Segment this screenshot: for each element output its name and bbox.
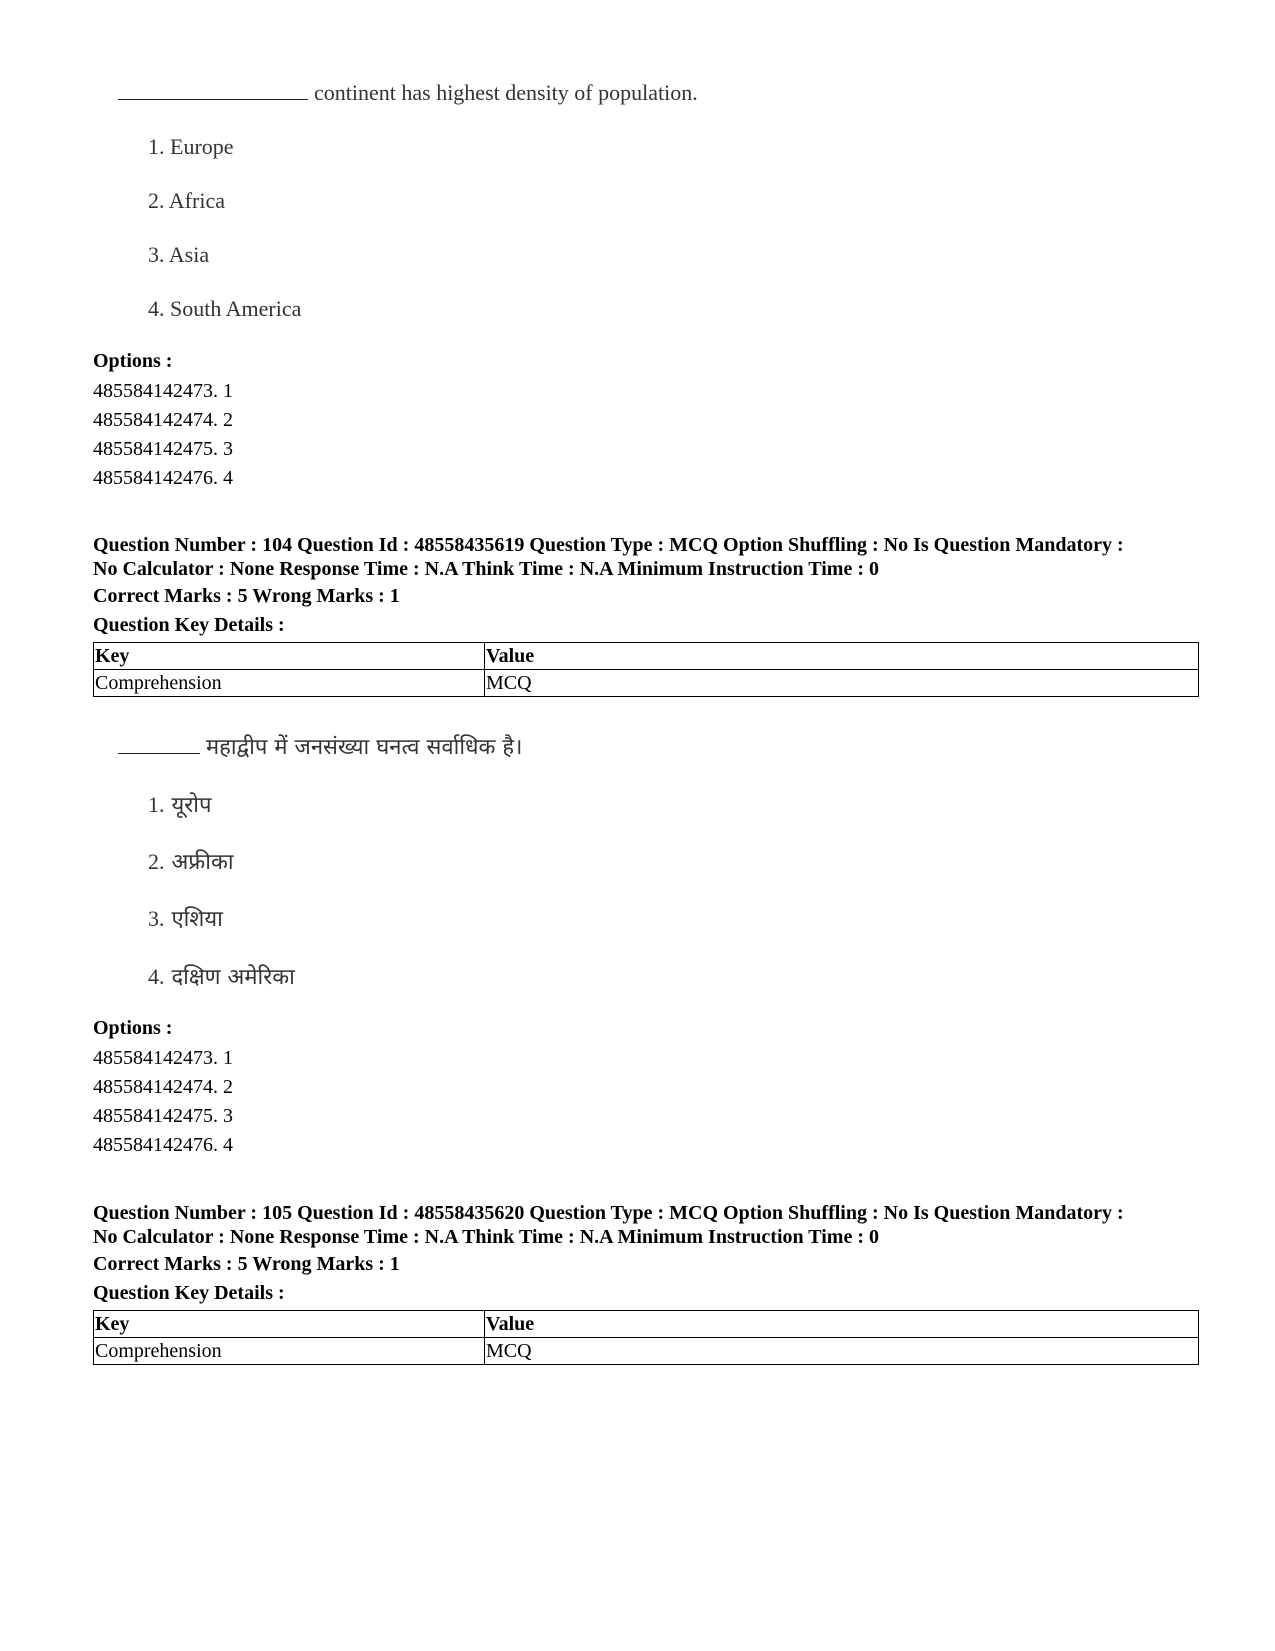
question-option-4: 4. South America [148, 296, 302, 321]
answer-blank [118, 752, 200, 754]
option-id-item: 485584142475. 3 [93, 438, 233, 460]
question-104-meta [93, 533, 1203, 581]
question-meta-line-1: Question Number : 105 Question Id : 48558435620 Question Type : MCQ Option Shuffling : No Is Question Mandatory : [93, 1202, 1124, 1224]
question-option-2: 2. Africa [148, 188, 225, 213]
question-meta-line-1: Question Number : 104 Question Id : 48558435619 Question Type : MCQ Option Shuffling : No Is Question Mandatory : [93, 534, 1124, 556]
question-option-3: 3. Asia [148, 242, 210, 267]
options-label: Options : [93, 350, 173, 372]
table-header-value: Value [485, 1311, 1199, 1338]
option-id-item: 485584142476. 4 [93, 467, 233, 489]
question-key-table [93, 1310, 1199, 1365]
table-cell-key: Comprehension [94, 1338, 485, 1365]
option-id-item: 485584142473. 1 [93, 1047, 233, 1069]
table-header-row [94, 1311, 1199, 1338]
table-row [94, 670, 1199, 697]
table-header-key: Key [94, 1311, 485, 1338]
option-id-item: 485584142474. 2 [93, 409, 233, 431]
table-cell-key: Comprehension [94, 670, 485, 697]
table-cell-value: MCQ [485, 670, 1199, 697]
option-id-item: 485584142474. 2 [93, 1076, 233, 1098]
table-header-row [94, 643, 1199, 670]
table-row [94, 1338, 1199, 1365]
answer-blank [118, 98, 308, 100]
question-option-4: 4. दक्षिण अमेरिका [148, 964, 295, 990]
question-option-3: 3. एशिया [148, 906, 223, 932]
table-cell-value: MCQ [485, 1338, 1199, 1365]
question-key-table [93, 642, 1199, 697]
option-id-item: 485584142473. 1 [93, 380, 233, 402]
key-details-label: Question Key Details : [93, 614, 285, 636]
question-stem: महाद्वीप में जनसंख्या घनत्व सर्वाधिक है। [118, 731, 522, 761]
key-details-label: Question Key Details : [93, 1282, 285, 1304]
option-id-item: 485584142475. 3 [93, 1105, 233, 1127]
marks-line: Correct Marks : 5 Wrong Marks : 1 [93, 1253, 400, 1275]
question-meta-line-2: No Calculator : None Response Time : N.A Think Time : N.A Minimum Instruction Time : 0 [93, 1226, 879, 1248]
marks-line: Correct Marks : 5 Wrong Marks : 1 [93, 585, 400, 607]
question-stem: continent has highest density of population. [118, 80, 698, 106]
question-option-1: 1. Europe [148, 134, 234, 159]
table-header-value: Value [485, 643, 1199, 670]
option-id-item: 485584142476. 4 [93, 1134, 233, 1156]
question-option-1: 1. यूरोप [148, 792, 212, 818]
question-105-meta [93, 1201, 1203, 1249]
table-header-key: Key [94, 643, 485, 670]
question-meta-line-2: No Calculator : None Response Time : N.A Think Time : N.A Minimum Instruction Time : 0 [93, 558, 879, 580]
option-id-list [93, 377, 233, 493]
option-id-list [93, 1044, 233, 1160]
options-label: Options : [93, 1017, 173, 1039]
question-option-2: 2. अफ्रीका [148, 849, 234, 875]
